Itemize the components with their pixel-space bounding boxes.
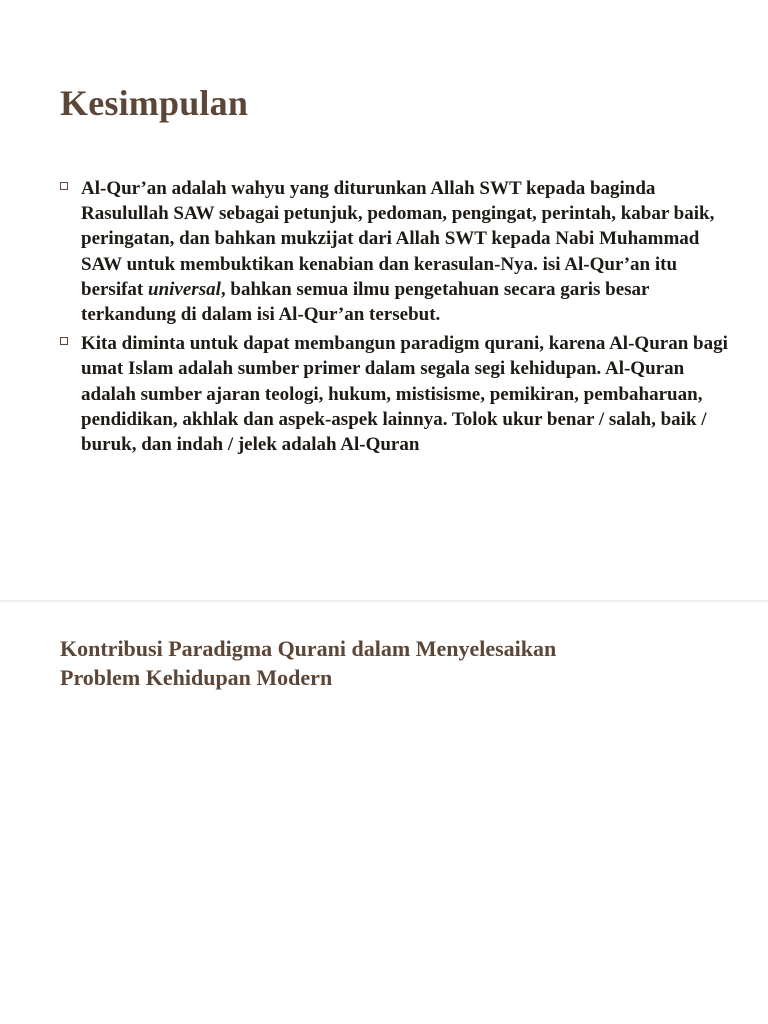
bullet-item-quran-definition — [60, 176, 740, 327]
bullet-text-part: Al-Qur’an adalah wahyu yang diturunkan Allah SWT kepada baginda Rasulullah SAW sebagai petunjuk, pedoman, pengingat, perintah, kabar baik, peringatan, dan bahkan mukzijat dari Allah SWT kepada Nabi Muhammad SAW untuk membuktikan kenabian dan kerasulan-Nya. isi Al-Qur’an itu bersifat — [81, 178, 715, 300]
bullet-text-emphasis: universal — [148, 278, 221, 300]
slide-title: Kesimpulan — [60, 83, 249, 123]
slide-kontribusi — [0, 602, 768, 1024]
section-title-line-2: Problem Kehidupan Modern — [60, 665, 333, 690]
bullet-list — [60, 176, 740, 461]
bullet-text — [81, 178, 714, 325]
section-title-line-1: Kontribusi Paradigma Qurani dalam Menyelesaikan — [60, 636, 557, 661]
hollow-square-icon — [60, 182, 68, 190]
bullet-text-part: , bahkan semua ilmu pengetahuan secara garis besar terkandung di dalam isi Al-Qur’an tersebut. — [81, 278, 650, 326]
hollow-square-icon — [60, 337, 68, 345]
bullet-text: Kita diminta untuk dapat membangun paradigm qurani, karena Al-Quran bagi umat Islam adalah sumber primer dalam segala segi kehidupan. Al-Quran adalah sumber ajaran teologi, hukum, mistisisme, pemikiran, pembaharuan, pendidikan, akhlak dan aspek-aspek lainnya. Tolok ukur benar / salah, baik / buruk, dan indah / jelek adalah Al-Quran — [81, 333, 728, 456]
bullet-item-paradigm-qurani — [60, 331, 740, 457]
section-title — [60, 634, 720, 692]
